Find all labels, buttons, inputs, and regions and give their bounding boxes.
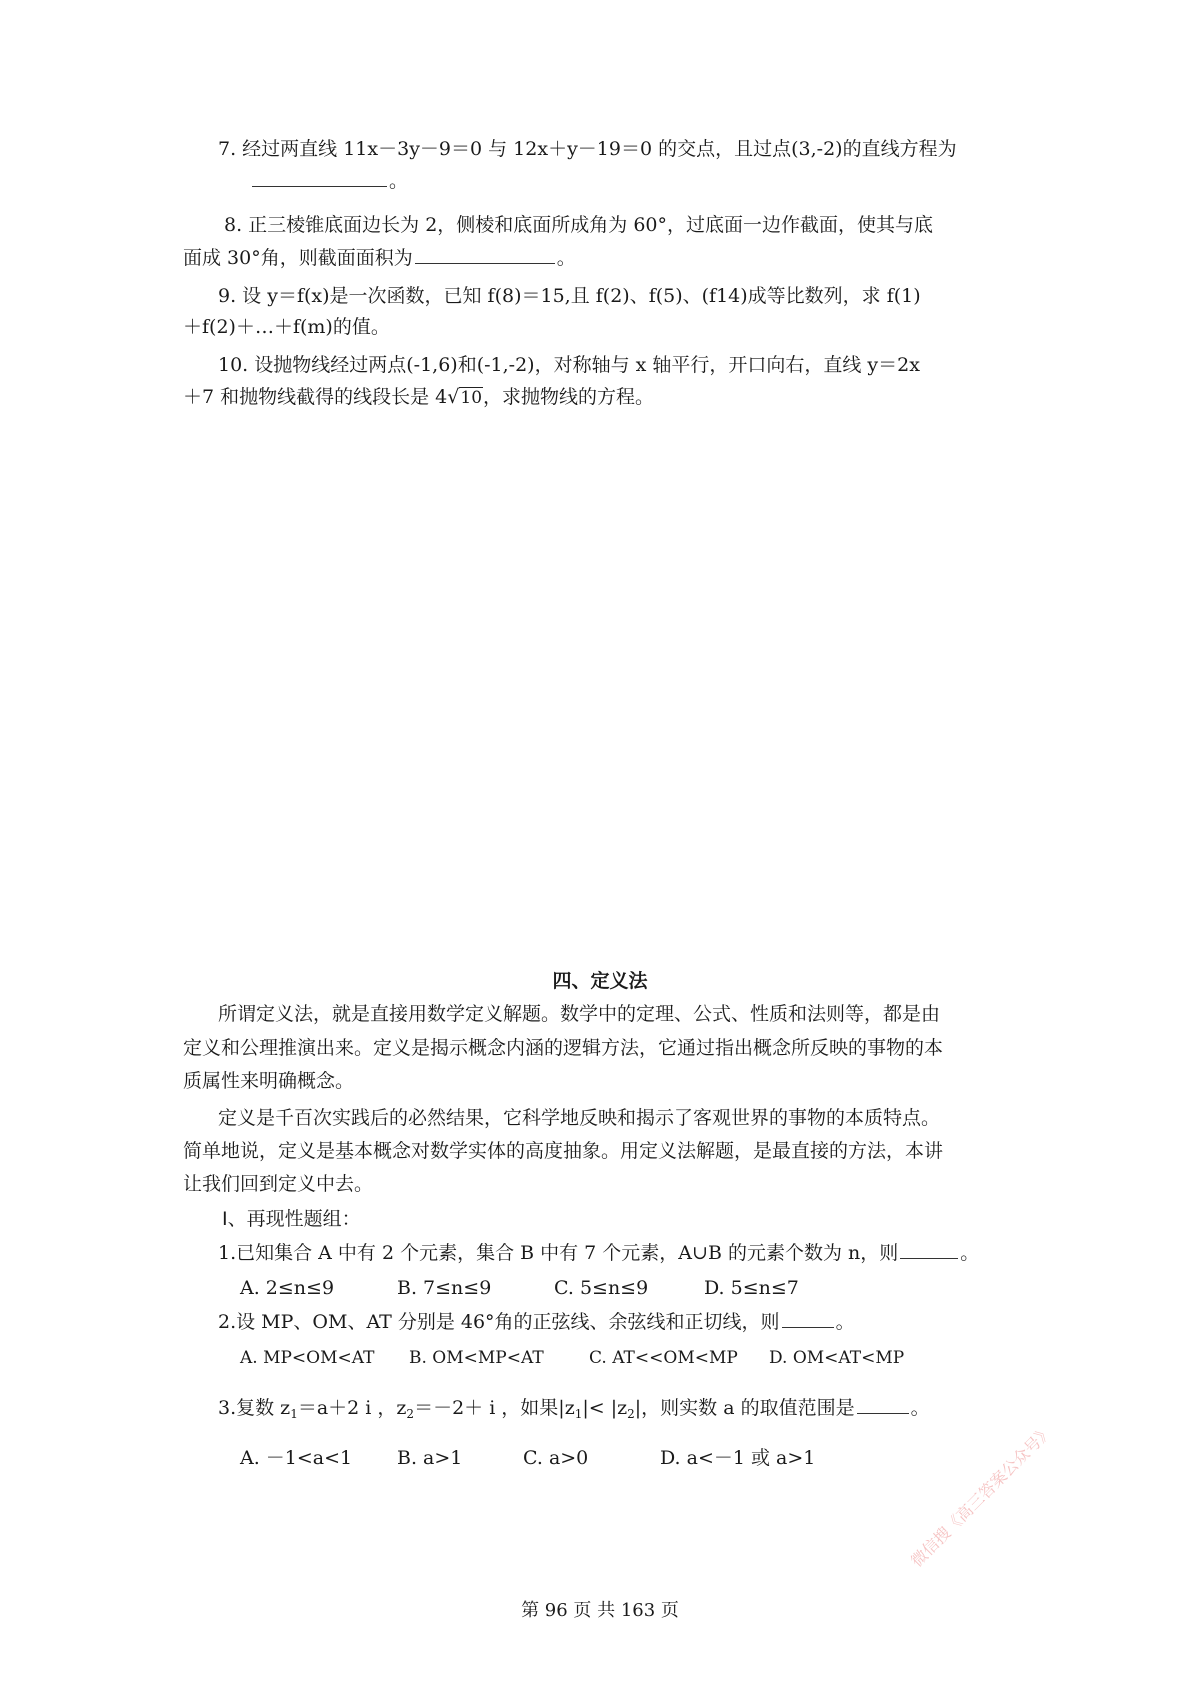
para1-line1: 所谓定义法，就是直接用数学定义解题。数学中的定理、公式、性质和法则等，都是由 (218, 1003, 941, 1025)
para2-line2: 简单地说，定义是基本概念对数学实体的高度抽象。用定义法解题，是最直接的方法，本讲 (183, 1140, 944, 1162)
question-2-options (240, 1345, 1080, 1371)
option-a: A. MP<OM<AT (240, 1348, 375, 1368)
para1-line3: 质属性来明确概念。 (183, 1070, 355, 1092)
problem-7-line2: 。 (250, 168, 1090, 194)
problem-10-line2: ＋7 和抛物线截得的线段长是 4√10，求抛物线的方程。 (183, 386, 655, 408)
option-b: B. OM<MP<AT (409, 1348, 544, 1368)
para1-line2: 定义和公理推演出来。定义是揭示概念内涵的逻辑方法，它通过指出概念所反映的事物的本 (183, 1037, 944, 1059)
option-d: D. OM<AT<MP (769, 1348, 905, 1368)
question-1-options (240, 1275, 1080, 1301)
question-2-stem: 2.设 MP、OM、AT 分别是 46°角的正弦线、余弦线和正切线，则 。 (218, 1311, 855, 1333)
answer-blank (782, 1309, 834, 1328)
question-1-stem: 1.已知集合 A 中有 2 个元素，集合 B 中有 7 个元素，A∪B 的元素个数为 n，则 。 (218, 1242, 980, 1264)
page-footer: 第 96 页 共 163 页 (521, 1600, 679, 1621)
option-a: A. 2≤n≤9 (240, 1277, 335, 1299)
problem-9-line2: ＋f(2)＋…＋f(m)的值。 (183, 316, 390, 338)
option-c: C. 5≤n≤9 (554, 1277, 649, 1299)
problem-7-line1 (218, 136, 1058, 162)
sqrt-symbol: √ (447, 386, 460, 408)
sqrt-radicand: 10 (460, 388, 483, 408)
question-3-stem: 3.复数 $z_1=a+2$ i ，$z_2=-2+ i$ ，如果$|z_1|< |z_2|$，则实数 a 的取值范围是 。 (218, 1397, 930, 1421)
answer-blank (857, 1395, 909, 1414)
option-d: D. a<－1 或 a>1 (660, 1447, 816, 1469)
option-a: A. －1<a<1 (240, 1447, 353, 1469)
problem-8-line2: 面成 30°角，则截面面积为 。 (183, 247, 576, 269)
group-title: Ⅰ、再现性题组： (222, 1208, 361, 1230)
answer-blank (415, 245, 555, 264)
problem-9-line1: 9. 设 y＝f(x)是一次函数，已知 f(8)＝15,且 f(2)、f(5)、(f14)成等比数列，求 f(1) (218, 285, 921, 307)
answer-blank (900, 1240, 958, 1259)
problem-8-line1: 8. 正三棱锥底面边长为 2，侧棱和底面所成角为 60°，过底面一边作截面，使其与底 (224, 214, 934, 236)
problem-7-text: 7. 经过两直线 11x－3y－9＝0 与 12x＋y－19＝0 的交点，且过点(3,-2)的直线方程为 (218, 138, 957, 160)
option-c: C. AT<<OM<MP (589, 1348, 738, 1368)
option-b: B. a>1 (397, 1447, 463, 1469)
watermark: 微信搜《高三答案公众号》 (907, 1421, 1057, 1571)
question-3-options (240, 1445, 1080, 1471)
section-title: 四、定义法 (552, 970, 648, 992)
option-c: C. a>0 (523, 1447, 589, 1469)
para2-line1: 定义是千百次实践后的必然结果，它科学地反映和揭示了客观世界的事物的本质特点。 (218, 1107, 941, 1129)
answer-blank (252, 168, 387, 187)
option-d: D. 5≤n≤7 (704, 1277, 799, 1299)
option-b: B. 7≤n≤9 (397, 1277, 492, 1299)
problem-10-line1: 10. 设抛物线经过两点(-1,6)和(-1,-2)，对称轴与 x 轴平行，开口向右，直线 y＝2x (218, 354, 920, 376)
para2-line3: 让我们回到定义中去。 (183, 1173, 374, 1195)
